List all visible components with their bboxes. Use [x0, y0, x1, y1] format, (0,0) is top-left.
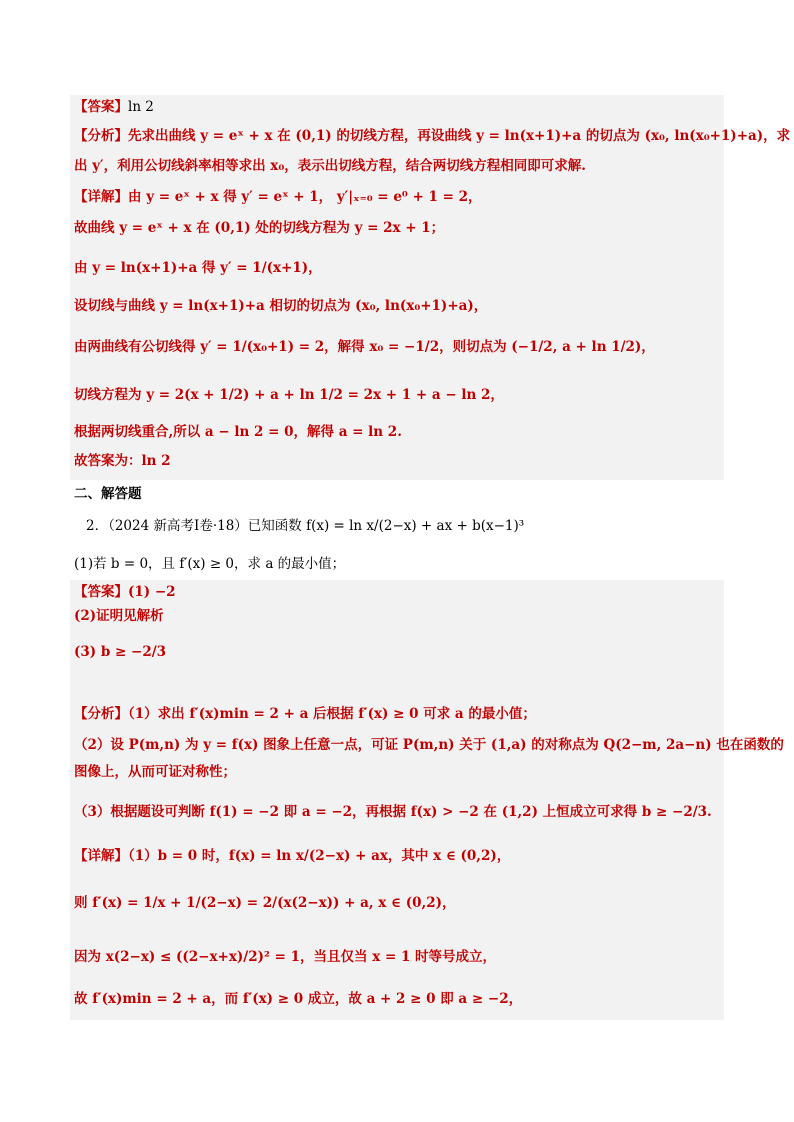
answer-value: ln 2 — [128, 99, 154, 115]
answer-part-3: (3) b ≥ −2/3 — [74, 644, 167, 660]
detail-line-5: 由两曲线有公切线得 y′ = 1/(x₀+1) = 2，解得 x₀ = −1/2，则切点为 (−1/2, a + ln 1/2)， — [74, 339, 655, 355]
analysis-line-1 — [74, 126, 790, 146]
analysis-line-2: 出 y′，利用公切线斜率相等求出 x₀，表示出切线方程，结合两切线方程相同即可求解. — [74, 158, 586, 174]
section-title: 二、解答题 — [74, 486, 142, 502]
detail-text-1: 由 y = eˣ + x 得 y′ = eˣ + 1， y′|ₓ₌₀ = e⁰ + 1 = 2， — [128, 189, 482, 205]
analysis2-line-2: （2）设 P(m,n) 为 y = f(x) 图象上任意一点，可证 P(m,n) 关于 (1,a) 的对称点为 Q(2−m, 2a−n) 也在函数的 — [74, 737, 784, 753]
detail-label: 【详解】 — [74, 189, 128, 205]
answer-part-1: (1) −2 — [128, 584, 176, 600]
detail-line-6: 切线方程为 y = 2(x + 1/2) + a + ln 1/2 = 2x + 1 + a − ln 2， — [74, 387, 504, 403]
answer-label: 【答案】 — [74, 99, 128, 115]
detail2-text-1: （1）b = 0 时，f(x) = ln x/(2−x) + ax，其中 x ∈ (0,2)， — [128, 848, 511, 864]
analysis-label: 【分析】 — [74, 128, 128, 144]
answer-line-2 — [74, 582, 176, 602]
detail-line-1 — [74, 187, 482, 207]
detail-label-2: 【详解】 — [74, 848, 128, 864]
analysis2-text-1: （1）求出 f′(x)min = 2 + a 后根据 f′(x) ≥ 0 可求 a 的最小值； — [128, 706, 536, 722]
answer-line — [74, 97, 154, 117]
analysis-text-1: 先求出曲线 y = eˣ + x 在 (0,1) 的切线方程，再设曲线 y = ln(x+1)+a 的切点为 (x₀, ln(x₀+1)+a)，求 — [128, 128, 791, 144]
analysis2-line-4: （3）根据题设可判断 f(1) = −2 即 a = −2，再根据 f(x) > −2 在 (1,2) 上恒成立可求得 b ≥ −2/3. — [74, 804, 712, 820]
answer-label-2: 【答案】 — [74, 584, 128, 600]
detail-line-3: 由 y = ln(x+1)+a 得 y′ = 1/(x+1)， — [74, 260, 322, 276]
question-1: (1)若 b = 0，且 f′(x) ≥ 0，求 a 的最小值； — [74, 556, 346, 572]
detail2-line-2: 则 f′(x) = 1/x + 1/(2−x) = 2/(x(2−x)) + a, x ∈ (0,2)， — [74, 895, 456, 911]
analysis-label-2: 【分析】 — [74, 706, 128, 722]
analysis2-line-1 — [74, 704, 536, 724]
detail2-line-4: 故 f′(x)min = 2 + a，而 f′(x) ≥ 0 成立，故 a + 2 ≥ 0 即 a ≥ −2， — [74, 991, 523, 1007]
analysis2-line-3: 图像上，从而可证对称性； — [74, 764, 236, 780]
answer-part-2: (2)证明见解析 — [74, 608, 164, 624]
detail-line-7: 根据两切线重合,所以 a − ln 2 = 0，解得 a = ln 2. — [74, 424, 402, 440]
detail-line-2: 故曲线 y = eˣ + x 在 (0,1) 处的切线方程为 y = 2x + 1； — [74, 220, 445, 236]
detail2-line-1 — [74, 846, 510, 866]
detail2-line-3: 因为 x(2−x) ≤ ((2−x+x)/2)² = 1，当且仅当 x = 1 时等号成立， — [74, 949, 497, 965]
final-answer-line: 故答案为：ln 2 — [74, 453, 171, 469]
detail-line-4: 设切线与曲线 y = ln(x+1)+a 相切的切点为 (x₀, ln(x₀+1)+a)， — [74, 298, 488, 314]
problem-stem: 2．（2024 新高考Ⅰ卷·18）已知函数 f(x) = ln x/(2−x) + ax + b(x−1)³ — [86, 518, 525, 534]
